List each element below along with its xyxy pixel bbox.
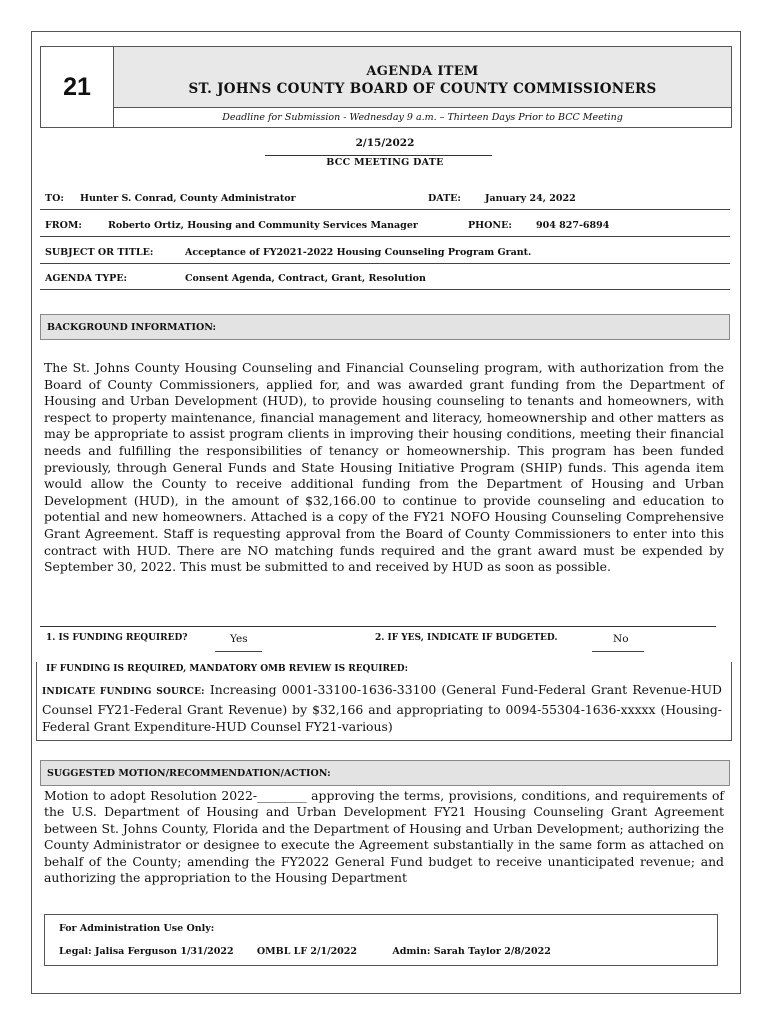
agenda-item-number: 21 (41, 47, 114, 127)
subject-underline (40, 263, 730, 264)
funding-required-label: 1. IS FUNDING REQUIRED? (46, 633, 188, 643)
to-label: TO: (45, 193, 64, 204)
agenda-title-line1: AGENDA ITEM (366, 64, 479, 79)
motion-heading: SUGGESTED MOTION/RECOMMENDATION/ACTION: (40, 760, 730, 786)
bcc-meeting-date-value: 2/15/2022 (355, 137, 415, 149)
bcc-meeting-date-label: BCC MEETING DATE (326, 157, 444, 168)
from-underline (40, 236, 730, 237)
funding-top-rule (40, 626, 716, 627)
from-value: Roberto Ortiz, Housing and Community Services Manager (108, 220, 418, 231)
admin-signoff: Admin: Sarah Taylor 2/8/2022 (392, 946, 551, 957)
submission-deadline: Deadline for Submission - Wednesday 9 a.m. – Thirteen Days Prior to BCC Meeting (222, 112, 623, 123)
phone-label: PHONE: (468, 220, 512, 231)
date-value: January 24, 2022 (485, 193, 576, 204)
phone-value: 904 827-6894 (536, 220, 610, 231)
funding-source-text: Increasing 0001-33100-1636-33100 (General Fund-Federal Grant Revenue-HUD Counsel FY21-Federal Grant Revenue) by $32,166 and appropriating to 0094-55304-1636-xxxxx (Housing-Federal Grant Expenditure-HUD Counsel FY21-various) (42, 682, 722, 734)
agenda-type-value: Consent Agenda, Contract, Grant, Resolution (185, 273, 426, 284)
legal-signoff: Legal: Jalisa Ferguson 1/31/2022 (59, 946, 234, 957)
agenda-title (114, 47, 731, 108)
subject-label: SUBJECT OR TITLE: (45, 247, 154, 258)
background-heading: BACKGROUND INFORMATION: (40, 314, 730, 340)
admin-signoffs (59, 946, 551, 957)
agenda-type-label: AGENDA TYPE: (45, 273, 128, 284)
funding-source-label: INDICATE FUNDING SOURCE: (42, 687, 205, 697)
motion-text: Motion to adopt Resolution 2022-________ approving the terms, provisions, conditions, and requirements of the U.S. Department of Housing and Urban Development FY21 Housing Counseling Grant Agreement between St. Johns County, Florida and the Department of Housing and Urban Development; authorizing the County Administrator or designee to execute the Agreement substantially in the same form as attached on behalf of the County; amending the FY2022 General Fund budget to receive unanticipated revenue; and authorizing the appropriation to the Housing Department (44, 788, 724, 886)
funding-required-underline (215, 651, 262, 652)
budgeted-label: 2. IF YES, INDICATE IF BUDGETED. (375, 633, 558, 643)
agenda-type-underline (40, 289, 730, 290)
to-value: Hunter S. Conrad, County Administrator (80, 193, 296, 204)
to-underline (40, 209, 730, 210)
admin-use-box (44, 914, 718, 966)
budgeted-value: No (613, 633, 629, 645)
funding-required-value: Yes (230, 633, 248, 645)
admin-use-heading: For Administration Use Only: (59, 923, 215, 934)
meeting-date-rule (265, 155, 492, 156)
ombl-signoff: OMBL LF 2/1/2022 (256, 946, 358, 957)
background-text: The St. Johns County Housing Counseling and Financial Counseling program, with authorization from the Board of County Commissioners, applied for, and was awarded grant funding from the Department of Housing and Urban Development (HUD), to provide housing counseling to tenants and homeowners, with respect to property maintenance, financial management and literacy, homeownership and other matters as may be appropriate to assist program clients in improving their housing conditions, meeting their financial needs and fulfilling the responsibilities of tenancy or homeownership. This program has been funded previously, through General Funds and State Housing Initiative Program (SHIP) funds. This agenda item would allow the County to receive additional funding from the Department of Housing and Urban Development (HUD), in the amount of $32,166.00 to continue to provide counseling and education to potential and new homeowners. Attached is a copy of the FY21 NOFO Housing Counseling Comprehensive Grant Agreement. Staff is requesting approval from the Board of County Commissioners to enter into this contract with HUD. There are NO matching funds required and the grant award must be expended by September 30, 2022. This must be submitted to and received by HUD as soon as possible. (44, 360, 724, 575)
omb-review-label: IF FUNDING IS REQUIRED, MANDATORY OMB REVIEW IS REQUIRED: (46, 664, 408, 674)
subject-value: Acceptance of FY2021-2022 Housing Counseling Program Grant. (185, 247, 532, 258)
funding-source-block (42, 681, 722, 735)
budgeted-underline (592, 651, 644, 652)
date-label: DATE: (428, 193, 461, 204)
from-label: FROM: (45, 220, 82, 231)
agenda-header (40, 46, 732, 128)
agenda-title-line2: ST. JOHNS COUNTY BOARD OF COUNTY COMMISSIONERS (188, 81, 657, 97)
